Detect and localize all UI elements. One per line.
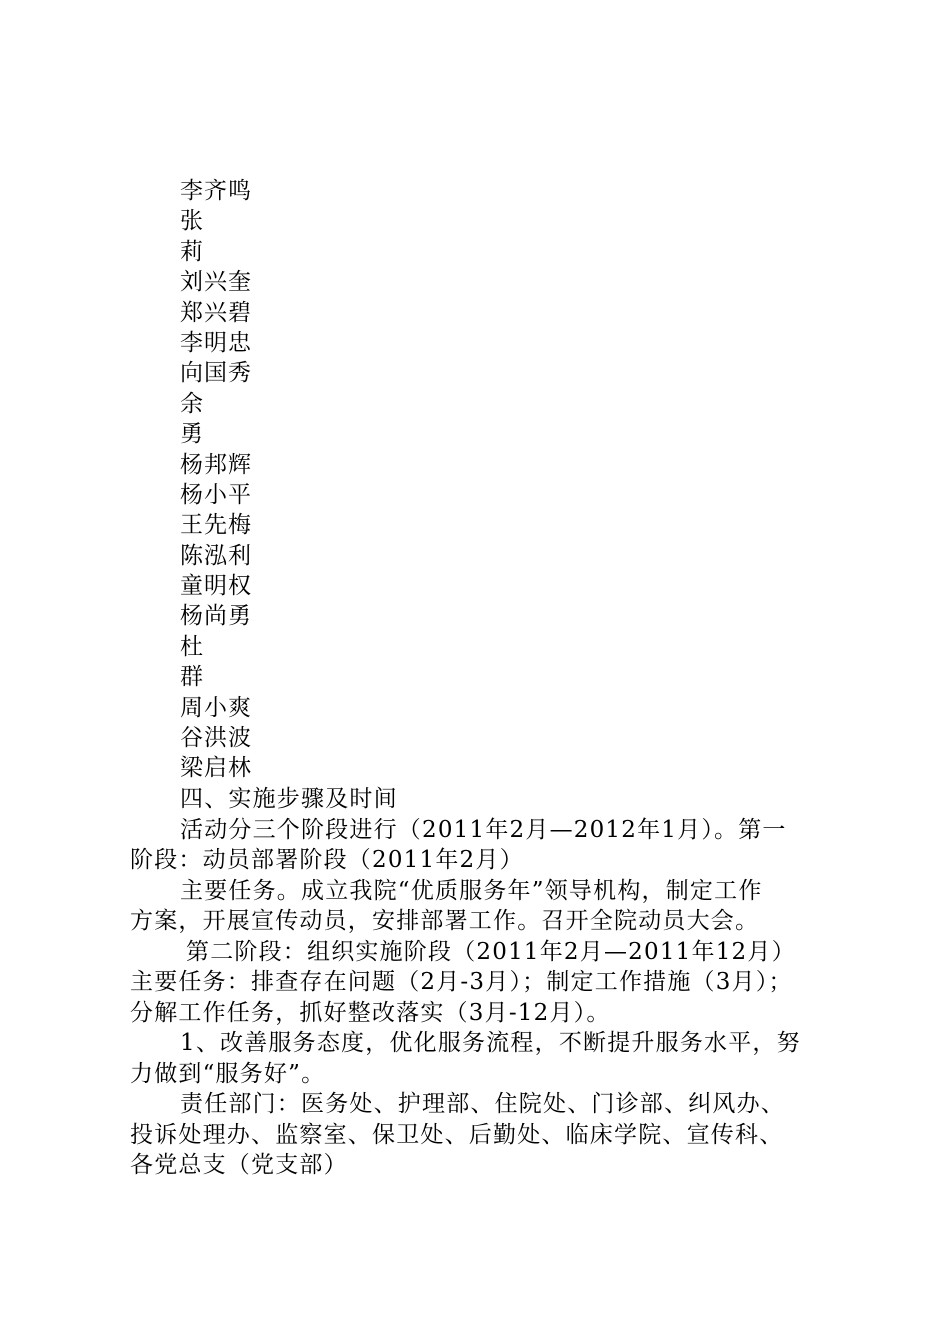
paragraph-line: 各党总支（党支部） [130, 1152, 348, 1178]
paragraph-line: 分解工作任务，抓好整改落实（3月-12月）。 [130, 999, 611, 1026]
member-name: 杨邦辉 [180, 451, 252, 478]
member-name: 张 [180, 208, 204, 235]
document-body [130, 784, 842, 1181]
member-name: 童明权 [180, 573, 252, 600]
member-name: 向国秀 [180, 360, 252, 387]
member-name: 杜 [180, 633, 204, 660]
member-name: 群 [180, 664, 204, 691]
member-name: 勇 [180, 421, 204, 448]
member-name-list [180, 176, 252, 784]
member-name: 杨小平 [180, 481, 252, 508]
member-name: 梁启林 [180, 755, 252, 782]
member-name: 李齐鸣 [180, 178, 252, 204]
member-name: 杨尚勇 [180, 603, 252, 630]
member-name: 李明忠 [180, 329, 252, 356]
paragraph-line: 1、改善服务态度，优化服务流程，不断提升服务水平，努 [180, 1030, 801, 1056]
paragraph-line: 投诉处理办、监察室、保卫处、后勤处、临床学院、宣传科、 [130, 1121, 784, 1148]
paragraph-line: 责任部门：医务处、护理部、住院处、门诊部、纠风办、 [180, 1091, 785, 1117]
paragraph-line: 主要任务：排查存在问题（2月-3月）；制定工作措施（3月）； [130, 969, 793, 995]
member-name: 莉 [180, 238, 204, 265]
member-name: 王先梅 [180, 512, 252, 539]
member-name: 周小爽 [180, 694, 252, 721]
member-name: 陈泓利 [180, 542, 252, 569]
member-name: 刘兴奎 [180, 269, 252, 296]
paragraph-line: 力做到“服务好”。 [130, 1060, 326, 1087]
member-name: 谷洪波 [180, 725, 252, 752]
member-name: 余 [180, 390, 204, 417]
paragraph-line: 阶段：动员部署阶段（2011年2月） [130, 847, 524, 873]
paragraph-line: 活动分三个阶段进行（2011年2月—2012年1月）。第一 [180, 816, 787, 843]
paragraph-line: 方案，开展宣传动员，安排部署工作。召开全院动员大会。 [130, 908, 760, 934]
member-name: 郑兴碧 [180, 299, 252, 326]
paragraph-line: 第二阶段：组织实施阶段（2011年2月—2011年12月） [186, 938, 796, 965]
paragraph-line: 主要任务。成立我院“优质服务年”领导机构，制定工作 [180, 877, 763, 904]
section-heading: 四、实施步骤及时间 [180, 786, 398, 812]
